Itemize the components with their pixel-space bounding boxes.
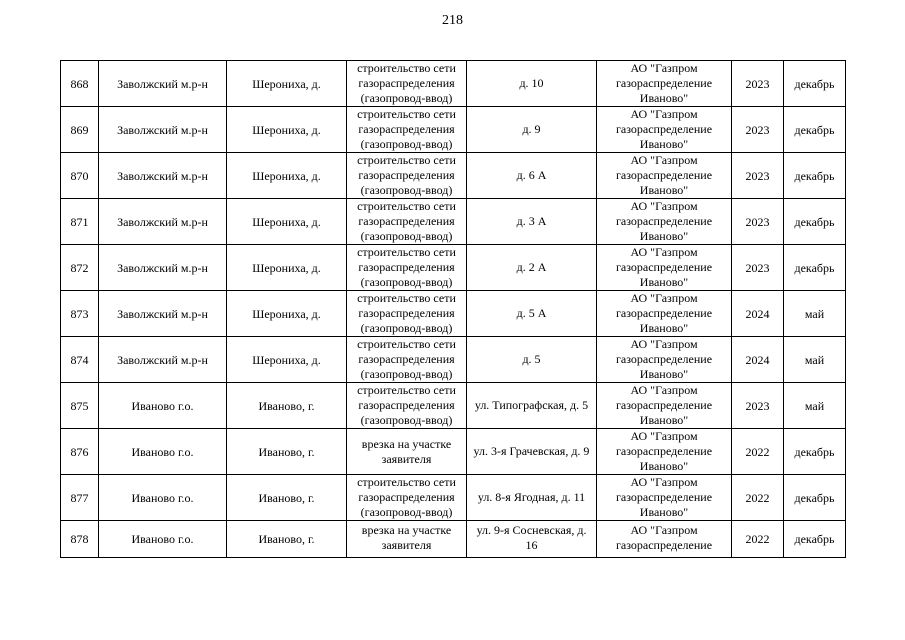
cell-number: 876 <box>61 429 99 475</box>
cell-address: д. 6 А <box>467 153 597 199</box>
cell-settlement: Шерониха, д. <box>227 245 347 291</box>
cell-district: Иваново г.о. <box>99 475 227 521</box>
cell-district: Заволжский м.р-н <box>99 199 227 245</box>
cell-district: Иваново г.о. <box>99 521 227 558</box>
cell-settlement: Иваново, г. <box>227 521 347 558</box>
table-row <box>61 153 846 199</box>
cell-work: строительство сети газораспределения (газопровод-ввод) <box>347 245 467 291</box>
cell-month: май <box>784 383 846 429</box>
cell-work: строительство сети газораспределения (газопровод-ввод) <box>347 337 467 383</box>
page-number: 218 <box>442 13 463 28</box>
cell-work: строительство сети газораспределения (газопровод-ввод) <box>347 153 467 199</box>
cell-month: декабрь <box>784 521 846 558</box>
cell-year: 2022 <box>732 475 784 521</box>
cell-org: АО "Газпром газораспределение Иваново" <box>597 245 732 291</box>
cell-year: 2022 <box>732 521 784 558</box>
cell-year: 2023 <box>732 245 784 291</box>
cell-settlement: Шерониха, д. <box>227 291 347 337</box>
table-row <box>61 383 846 429</box>
cell-org: АО "Газпром газораспределение Иваново" <box>597 337 732 383</box>
cell-org: АО "Газпром газораспределение Иваново" <box>597 291 732 337</box>
cell-org: АО "Газпром газораспределение Иваново" <box>597 107 732 153</box>
cell-month: декабрь <box>784 429 846 475</box>
cell-work: врезка на участке заявителя <box>347 521 467 558</box>
table-row <box>61 475 846 521</box>
cell-settlement: Иваново, г. <box>227 475 347 521</box>
cell-month: декабрь <box>784 153 846 199</box>
table-row <box>61 337 846 383</box>
cell-settlement: Шерониха, д. <box>227 107 347 153</box>
cell-org: АО "Газпром газораспределение Иваново" <box>597 153 732 199</box>
cell-number: 878 <box>61 521 99 558</box>
cell-year: 2022 <box>732 429 784 475</box>
table-row <box>61 429 846 475</box>
cell-address: д. 10 <box>467 61 597 107</box>
cell-org: АО "Газпром газораспределение Иваново" <box>597 383 732 429</box>
cell-district: Иваново г.о. <box>99 383 227 429</box>
cell-year: 2023 <box>732 383 784 429</box>
register-table <box>60 60 846 558</box>
cell-settlement: Шерониха, д. <box>227 199 347 245</box>
cell-district: Иваново г.о. <box>99 429 227 475</box>
cell-settlement: Шерониха, д. <box>227 61 347 107</box>
table-row <box>61 107 846 153</box>
cell-address: ул. 8-я Ягодная, д. 11 <box>467 475 597 521</box>
cell-address: ул. Типографская, д. 5 <box>467 383 597 429</box>
cell-year: 2024 <box>732 291 784 337</box>
cell-address: д. 9 <box>467 107 597 153</box>
cell-month: декабрь <box>784 61 846 107</box>
cell-address: ул. 3-я Грачевская, д. 9 <box>467 429 597 475</box>
cell-district: Заволжский м.р-н <box>99 107 227 153</box>
cell-number: 869 <box>61 107 99 153</box>
cell-work: строительство сети газораспределения (газопровод-ввод) <box>347 107 467 153</box>
cell-district: Заволжский м.р-н <box>99 291 227 337</box>
cell-work: строительство сети газораспределения (газопровод-ввод) <box>347 291 467 337</box>
cell-district: Заволжский м.р-н <box>99 61 227 107</box>
cell-number: 870 <box>61 153 99 199</box>
table-row <box>61 291 846 337</box>
register-rows <box>61 61 846 558</box>
cell-number: 868 <box>61 61 99 107</box>
cell-year: 2023 <box>732 107 784 153</box>
cell-district: Заволжский м.р-н <box>99 337 227 383</box>
cell-settlement: Шерониха, д. <box>227 153 347 199</box>
cell-address: д. 5 А <box>467 291 597 337</box>
cell-address: д. 3 А <box>467 199 597 245</box>
cell-number: 877 <box>61 475 99 521</box>
cell-month: декабрь <box>784 475 846 521</box>
cell-number: 872 <box>61 245 99 291</box>
cell-number: 875 <box>61 383 99 429</box>
cell-settlement: Шерониха, д. <box>227 337 347 383</box>
cell-month: декабрь <box>784 245 846 291</box>
cell-org: АО "Газпром газораспределение Иваново" <box>597 199 732 245</box>
table-row <box>61 521 846 558</box>
cell-work: врезка на участке заявителя <box>347 429 467 475</box>
cell-org: АО "Газпром газораспределение Иваново" <box>597 475 732 521</box>
cell-work: строительство сети газораспределения (газопровод-ввод) <box>347 61 467 107</box>
cell-org: АО "Газпром газораспределение Иваново" <box>597 61 732 107</box>
table-row <box>61 61 846 107</box>
cell-year: 2023 <box>732 61 784 107</box>
cell-address: д. 2 А <box>467 245 597 291</box>
cell-year: 2023 <box>732 199 784 245</box>
table-row <box>61 199 846 245</box>
cell-org: АО "Газпром газораспределение Иваново" <box>597 429 732 475</box>
cell-month: декабрь <box>784 107 846 153</box>
cell-work: строительство сети газораспределения (газопровод-ввод) <box>347 475 467 521</box>
cell-month: май <box>784 291 846 337</box>
cell-number: 874 <box>61 337 99 383</box>
cell-number: 873 <box>61 291 99 337</box>
cell-settlement: Иваново, г. <box>227 429 347 475</box>
cell-year: 2023 <box>732 153 784 199</box>
cell-address: д. 5 <box>467 337 597 383</box>
cell-district: Заволжский м.р-н <box>99 153 227 199</box>
cell-month: декабрь <box>784 199 846 245</box>
cell-number: 871 <box>61 199 99 245</box>
cell-work: строительство сети газораспределения (газопровод-ввод) <box>347 199 467 245</box>
cell-month: май <box>784 337 846 383</box>
cell-work: строительство сети газораспределения (газопровод-ввод) <box>347 383 467 429</box>
table-row <box>61 245 846 291</box>
cell-year: 2024 <box>732 337 784 383</box>
cell-settlement: Иваново, г. <box>227 383 347 429</box>
cell-org: АО "Газпром газораспределение <box>597 521 732 558</box>
cell-address: ул. 9-я Сосневская, д. 16 <box>467 521 597 558</box>
cell-district: Заволжский м.р-н <box>99 245 227 291</box>
